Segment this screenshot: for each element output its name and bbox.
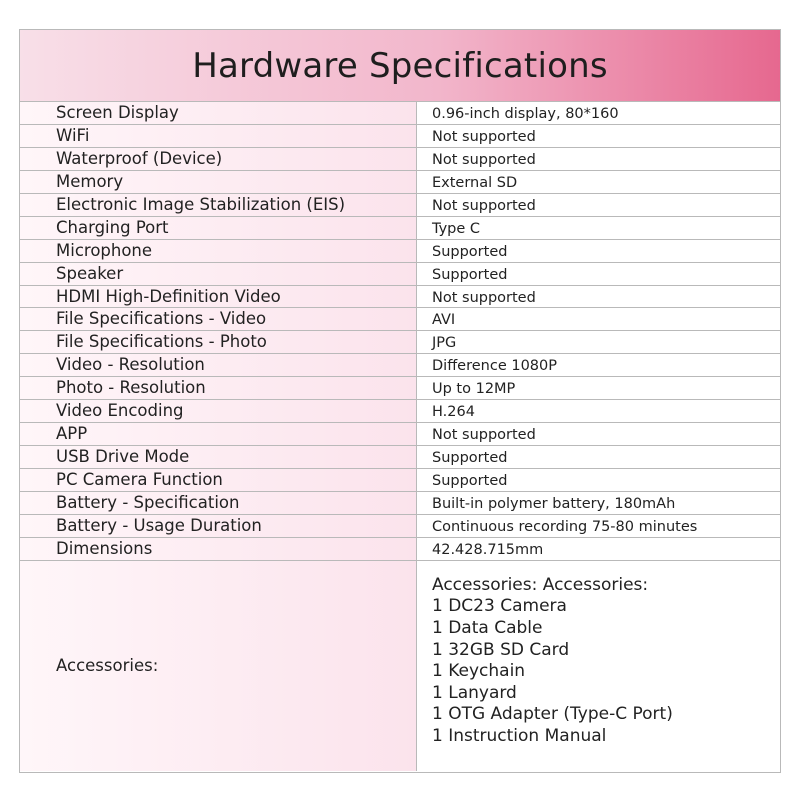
accessory-item: 1 Instruction Manual bbox=[432, 725, 607, 746]
spec-value: JPG bbox=[417, 331, 780, 353]
spec-label: APP bbox=[20, 423, 417, 445]
spec-label: Dimensions bbox=[20, 538, 417, 560]
spec-value: H.264 bbox=[417, 400, 780, 422]
spec-value: Not supported bbox=[417, 125, 780, 147]
spec-row bbox=[20, 308, 780, 331]
spec-label: Battery - Specification bbox=[20, 492, 417, 514]
title-band bbox=[20, 30, 780, 102]
spec-row bbox=[20, 515, 780, 538]
spec-sheet bbox=[19, 29, 781, 773]
spec-label: Battery - Usage Duration bbox=[20, 515, 417, 537]
spec-value: External SD bbox=[417, 171, 780, 193]
spec-row bbox=[20, 354, 780, 377]
spec-label: File Specifications - Photo bbox=[20, 331, 417, 353]
spec-value: Not supported bbox=[417, 148, 780, 170]
spec-row bbox=[20, 492, 780, 515]
accessory-item: 1 OTG Adapter (Type-C Port) bbox=[432, 704, 673, 725]
accessory-item: 1 DC23 Camera bbox=[432, 596, 567, 617]
spec-row bbox=[20, 240, 780, 263]
spec-value: AVI bbox=[417, 308, 780, 330]
spec-label: Microphone bbox=[20, 240, 417, 262]
spec-value: Type C bbox=[417, 217, 780, 239]
accessories-label: Accessories: bbox=[20, 561, 417, 771]
spec-table bbox=[20, 102, 780, 561]
spec-row bbox=[20, 331, 780, 354]
spec-label: HDMI High-Definition Video bbox=[20, 286, 417, 308]
spec-label: Memory bbox=[20, 171, 417, 193]
spec-row bbox=[20, 194, 780, 217]
spec-row bbox=[20, 400, 780, 423]
accessory-item: 1 Data Cable bbox=[432, 617, 543, 638]
spec-row bbox=[20, 171, 780, 194]
spec-label: File Specifications - Video bbox=[20, 308, 417, 330]
spec-row bbox=[20, 377, 780, 400]
accessory-item: Accessories: Accessories: bbox=[432, 574, 649, 595]
spec-label: Electronic Image Stabilization (EIS) bbox=[20, 194, 417, 216]
spec-value: Not supported bbox=[417, 194, 780, 216]
spec-value: Not supported bbox=[417, 423, 780, 445]
accessory-item: 1 32GB SD Card bbox=[432, 639, 570, 660]
spec-row bbox=[20, 125, 780, 148]
spec-row bbox=[20, 423, 780, 446]
spec-value: Continuous recording 75-80 minutes bbox=[417, 515, 780, 537]
spec-row bbox=[20, 469, 780, 492]
spec-label: Screen Display bbox=[20, 102, 417, 124]
spec-label: Video Encoding bbox=[20, 400, 417, 422]
spec-row bbox=[20, 217, 780, 240]
spec-row bbox=[20, 446, 780, 469]
spec-label: WiFi bbox=[20, 125, 417, 147]
accessories-list bbox=[417, 561, 780, 771]
spec-value: Supported bbox=[417, 263, 780, 285]
spec-row bbox=[20, 148, 780, 171]
spec-label: Speaker bbox=[20, 263, 417, 285]
spec-value: Supported bbox=[417, 469, 780, 491]
spec-label: USB Drive Mode bbox=[20, 446, 417, 468]
spec-row bbox=[20, 263, 780, 286]
spec-value: 42.428.715mm bbox=[417, 538, 780, 560]
accessory-item: 1 Keychain bbox=[432, 661, 526, 682]
spec-row bbox=[20, 538, 780, 561]
spec-value: Not supported bbox=[417, 286, 780, 308]
spec-row bbox=[20, 286, 780, 309]
accessories-row bbox=[20, 561, 780, 771]
spec-value: Difference 1080P bbox=[417, 354, 780, 376]
spec-row bbox=[20, 102, 780, 125]
page-title: Hardware Specifications bbox=[192, 45, 608, 86]
spec-label: Charging Port bbox=[20, 217, 417, 239]
spec-value: Up to 12MP bbox=[417, 377, 780, 399]
spec-value: Built-in polymer battery, 180mAh bbox=[417, 492, 780, 514]
spec-label: Video - Resolution bbox=[20, 354, 417, 376]
spec-label: Photo - Resolution bbox=[20, 377, 417, 399]
spec-value: 0.96-inch display, 80*160 bbox=[417, 102, 780, 124]
accessory-item: 1 Lanyard bbox=[432, 682, 517, 703]
spec-value: Supported bbox=[417, 446, 780, 468]
spec-label: Waterproof (Device) bbox=[20, 148, 417, 170]
spec-label: PC Camera Function bbox=[20, 469, 417, 491]
spec-value: Supported bbox=[417, 240, 780, 262]
